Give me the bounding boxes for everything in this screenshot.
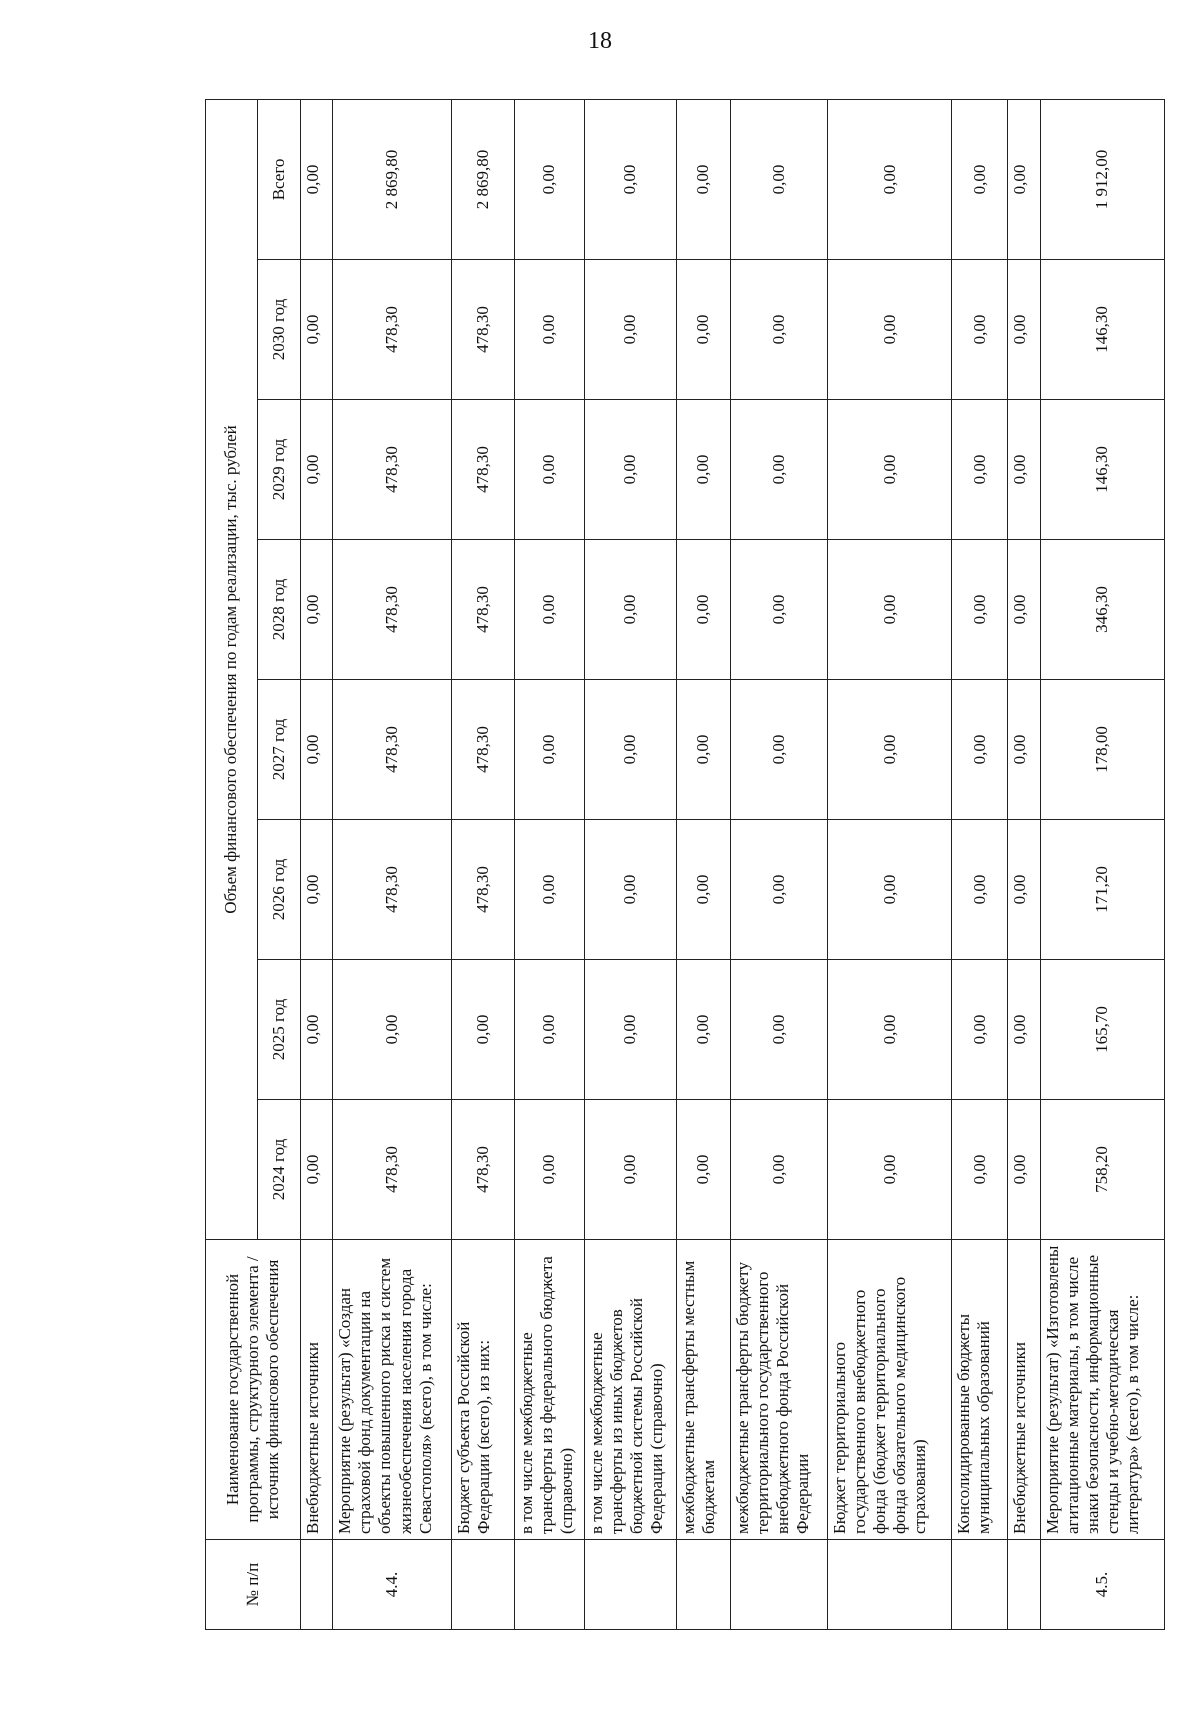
row-value: 0,00 xyxy=(676,960,730,1100)
row-value: 0,00 xyxy=(952,960,1008,1100)
row-value: 0,00 xyxy=(514,1100,584,1240)
header-funding-group: Объем финансового обеспечения по годам реализации, тыс. рублей xyxy=(206,99,258,1239)
row-value: 478,30 xyxy=(452,680,515,820)
header-year: 2024 год xyxy=(257,1100,300,1240)
row-value: 0,00 xyxy=(514,400,584,540)
row-value: 0,00 xyxy=(1008,400,1040,540)
row-value: 0,00 xyxy=(676,400,730,540)
header-row-1 xyxy=(206,99,258,1629)
row-value: 478,30 xyxy=(333,540,452,680)
row-value: 0,00 xyxy=(952,1100,1008,1240)
row-name: Бюджет субъекта Российской Федерации (всего), из них: xyxy=(452,1240,515,1540)
row-value: 0,00 xyxy=(828,540,952,680)
table-row xyxy=(585,99,677,1629)
table-row xyxy=(514,99,584,1629)
row-number xyxy=(1008,1540,1040,1630)
row-value: 478,30 xyxy=(452,540,515,680)
row-value: 0,00 xyxy=(585,540,677,680)
row-name: Мероприятие (результат) «Создан страховой фонд документации на объекты повышенного риска и систем жизнеобеспечения населения города Севастополя» (всего), в том числе: xyxy=(333,1240,452,1540)
row-name: Внебюджетные источники xyxy=(1008,1240,1040,1540)
row-value: 0,00 xyxy=(730,960,827,1100)
table-row xyxy=(952,99,1008,1629)
row-value: 0,00 xyxy=(730,540,827,680)
row-name: Консолидированные бюджеты муниципальных образований xyxy=(952,1240,1008,1540)
row-value: 0,00 xyxy=(585,260,677,400)
row-value: 0,00 xyxy=(828,260,952,400)
row-value: 0,00 xyxy=(585,400,677,540)
row-value: 0,00 xyxy=(730,1100,827,1240)
header-total: Всего xyxy=(257,99,300,259)
row-value: 0,00 xyxy=(952,820,1008,960)
row-number xyxy=(952,1540,1008,1630)
row-value: 478,30 xyxy=(333,1100,452,1240)
row-number xyxy=(828,1540,952,1630)
row-total: 0,00 xyxy=(514,99,584,259)
row-value: 0,00 xyxy=(676,680,730,820)
table-row xyxy=(333,99,452,1629)
row-value: 0,00 xyxy=(1008,1100,1040,1240)
row-total: 2 869,80 xyxy=(333,99,452,259)
table-row xyxy=(1008,99,1040,1629)
row-value: 165,70 xyxy=(1040,960,1164,1100)
row-value: 178,00 xyxy=(1040,680,1164,820)
row-total: 0,00 xyxy=(676,99,730,259)
row-name: межбюджетные трансферты местным бюджетам xyxy=(676,1240,730,1540)
row-value: 0,00 xyxy=(452,960,515,1100)
row-value: 0,00 xyxy=(676,260,730,400)
row-number: 4.5. xyxy=(1040,1540,1164,1630)
header-year: 2027 год xyxy=(257,680,300,820)
header-year: 2025 год xyxy=(257,960,300,1100)
row-value: 0,00 xyxy=(300,960,332,1100)
row-value: 0,00 xyxy=(514,680,584,820)
header-year: 2029 год xyxy=(257,400,300,540)
row-value: 478,30 xyxy=(452,820,515,960)
row-value: 0,00 xyxy=(828,1100,952,1240)
row-value: 0,00 xyxy=(730,820,827,960)
table-row xyxy=(730,99,827,1629)
row-name: в том числе межбюджетные трансферты из федерального бюджета (справочно) xyxy=(514,1240,584,1540)
header-year: 2028 год xyxy=(257,540,300,680)
row-value: 0,00 xyxy=(952,680,1008,820)
row-value: 0,00 xyxy=(333,960,452,1100)
header-number: № п/п xyxy=(206,1540,301,1630)
row-value: 0,00 xyxy=(828,680,952,820)
financing-table xyxy=(205,99,1165,1630)
row-value: 478,30 xyxy=(452,400,515,540)
table-row xyxy=(452,99,515,1629)
header-year: 2030 год xyxy=(257,260,300,400)
row-value: 0,00 xyxy=(730,680,827,820)
row-total: 1 912,00 xyxy=(1040,99,1164,259)
row-name: Бюджет территориального государственного внебюджетного фонда (бюджет территориального фонда обязательного медицинского страхования) xyxy=(828,1240,952,1540)
row-value: 0,00 xyxy=(676,1100,730,1240)
row-name: в том числе межбюджетные трансферты из иных бюджетов бюджетной системы Российской Федерации (справочно) xyxy=(585,1240,677,1540)
row-value: 0,00 xyxy=(514,540,584,680)
row-value: 0,00 xyxy=(1008,820,1040,960)
row-value: 0,00 xyxy=(676,820,730,960)
header-year: 2026 год xyxy=(257,820,300,960)
row-value: 0,00 xyxy=(514,960,584,1100)
row-value: 0,00 xyxy=(300,260,332,400)
table-row xyxy=(1040,99,1164,1629)
row-total: 0,00 xyxy=(1008,99,1040,259)
table-body xyxy=(206,99,1165,1629)
row-number xyxy=(514,1540,584,1630)
row-total: 0,00 xyxy=(952,99,1008,259)
row-value: 478,30 xyxy=(452,260,515,400)
header-name: Наименование государственной программы, структурного элемента / источник финансового обеспечения xyxy=(206,1240,301,1540)
page-number: 18 xyxy=(588,28,612,54)
row-value: 478,30 xyxy=(452,1100,515,1240)
row-value: 0,00 xyxy=(730,260,827,400)
row-number: 4.4. xyxy=(333,1540,452,1630)
row-value: 0,00 xyxy=(676,540,730,680)
row-name: межбюджетные трансферты бюджету территориального государственного внебюджетного фонда Российской Федерации xyxy=(730,1240,827,1540)
row-value: 0,00 xyxy=(828,820,952,960)
row-number xyxy=(300,1540,332,1630)
row-value: 478,30 xyxy=(333,820,452,960)
row-value: 0,00 xyxy=(1008,680,1040,820)
row-value: 0,00 xyxy=(300,820,332,960)
row-value: 0,00 xyxy=(300,680,332,820)
row-value: 0,00 xyxy=(585,1100,677,1240)
row-value: 0,00 xyxy=(1008,540,1040,680)
financing-table-rotated xyxy=(205,100,1165,1630)
row-value: 0,00 xyxy=(952,540,1008,680)
table-row xyxy=(828,99,952,1629)
row-value: 758,20 xyxy=(1040,1100,1164,1240)
row-value: 478,30 xyxy=(333,260,452,400)
row-name: Внебюджетные источники xyxy=(300,1240,332,1540)
row-value: 146,30 xyxy=(1040,400,1164,540)
row-total: 0,00 xyxy=(585,99,677,259)
row-total: 0,00 xyxy=(730,99,827,259)
table-row xyxy=(676,99,730,1629)
row-total: 0,00 xyxy=(828,99,952,259)
row-value: 346,30 xyxy=(1040,540,1164,680)
row-value: 478,30 xyxy=(333,400,452,540)
row-value: 0,00 xyxy=(300,1100,332,1240)
row-value: 0,00 xyxy=(300,540,332,680)
row-value: 146,30 xyxy=(1040,260,1164,400)
row-number xyxy=(676,1540,730,1630)
row-value: 0,00 xyxy=(828,400,952,540)
row-value: 0,00 xyxy=(952,400,1008,540)
row-value: 0,00 xyxy=(514,260,584,400)
table-row xyxy=(300,99,332,1629)
row-value: 0,00 xyxy=(952,260,1008,400)
row-number xyxy=(585,1540,677,1630)
row-value: 0,00 xyxy=(585,820,677,960)
row-value: 0,00 xyxy=(514,820,584,960)
row-number xyxy=(452,1540,515,1630)
row-value: 0,00 xyxy=(300,400,332,540)
row-value: 478,30 xyxy=(333,680,452,820)
row-value: 0,00 xyxy=(1008,260,1040,400)
row-value: 0,00 xyxy=(585,960,677,1100)
row-total: 0,00 xyxy=(300,99,332,259)
row-value: 171,20 xyxy=(1040,820,1164,960)
row-number xyxy=(730,1540,827,1630)
row-value: 0,00 xyxy=(828,960,952,1100)
row-total: 2 869,80 xyxy=(452,99,515,259)
row-value: 0,00 xyxy=(730,400,827,540)
row-value: 0,00 xyxy=(585,680,677,820)
row-name: Мероприятие (результат) «Изготовлены агитационные материалы, в том числе знаки безопасности, информационные стенды и учебно-методическая литература» (всего), в том числе: xyxy=(1040,1240,1164,1540)
row-value: 0,00 xyxy=(1008,960,1040,1100)
